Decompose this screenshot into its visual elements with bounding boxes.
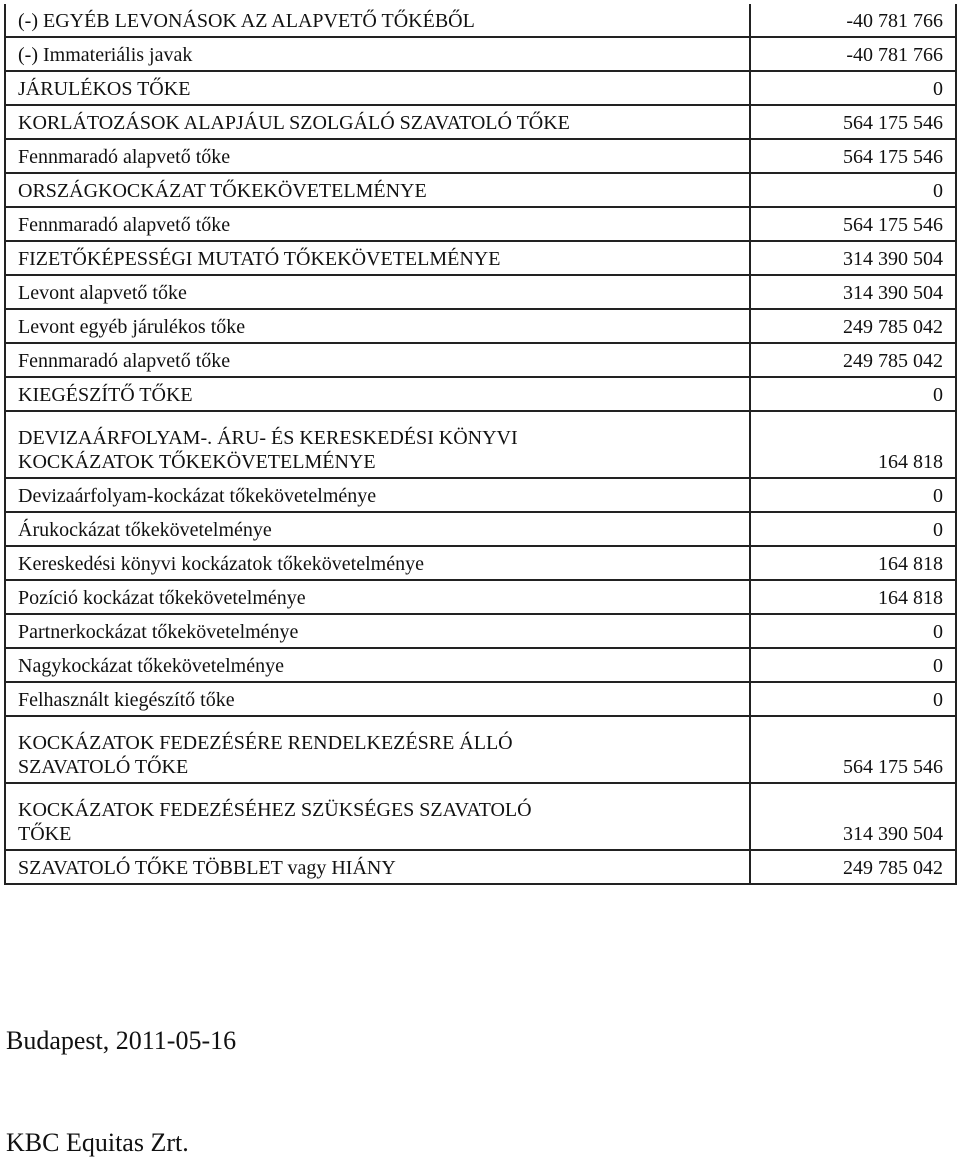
row-label: KIEGÉSZÍTŐ TŐKE xyxy=(5,377,750,411)
table-row xyxy=(5,139,956,173)
table-row xyxy=(5,411,956,478)
row-value: 314 390 504 xyxy=(750,783,956,850)
table-row xyxy=(5,648,956,682)
row-value: 564 175 546 xyxy=(750,207,956,241)
row-value: 164 818 xyxy=(750,580,956,614)
row-value: -40 781 766 xyxy=(750,4,956,37)
row-value: 314 390 504 xyxy=(750,241,956,275)
row-label: Fennmaradó alapvető tőke xyxy=(5,207,750,241)
row-value: 0 xyxy=(750,512,956,546)
row-value: 0 xyxy=(750,614,956,648)
row-value: 0 xyxy=(750,478,956,512)
row-label: Fennmaradó alapvető tőke xyxy=(5,343,750,377)
row-label-line: KOCKÁZATOK FEDEZÉSÉHEZ SZÜKSÉGES SZAVATOLÓ xyxy=(18,799,532,821)
table-row xyxy=(5,173,956,207)
row-value: 249 785 042 xyxy=(750,343,956,377)
row-label: Pozíció kockázat tőkekövetelménye xyxy=(5,580,750,614)
table-row xyxy=(5,37,956,71)
table-row xyxy=(5,512,956,546)
row-label: FIZETŐKÉPESSÉGI MUTATÓ TŐKEKÖVETELMÉNYE xyxy=(5,241,750,275)
table-row xyxy=(5,580,956,614)
row-label: SZAVATOLÓ TŐKE TÖBBLET vagy HIÁNY xyxy=(5,850,750,884)
table-row xyxy=(5,783,956,850)
row-label-line: KOCKÁZATOK TŐKEKÖVETELMÉNYE xyxy=(18,451,376,473)
table-row xyxy=(5,614,956,648)
table-row xyxy=(5,546,956,580)
row-label: (-) EGYÉB LEVONÁSOK AZ ALAPVETŐ TŐKÉBŐL xyxy=(5,4,750,37)
table-row xyxy=(5,241,956,275)
row-value: 164 818 xyxy=(750,411,956,478)
row-label-line: SZAVATOLÓ TŐKE xyxy=(18,756,189,778)
row-value: 0 xyxy=(750,377,956,411)
row-label-line: KOCKÁZATOK FEDEZÉSÉRE RENDELKEZÉSRE ÁLLÓ xyxy=(18,732,513,754)
row-label: Fennmaradó alapvető tőke xyxy=(5,139,750,173)
table-row xyxy=(5,309,956,343)
row-label: Levont egyéb járulékos tőke xyxy=(5,309,750,343)
row-value: 564 175 546 xyxy=(750,105,956,139)
row-value: 249 785 042 xyxy=(750,309,956,343)
row-value: 0 xyxy=(750,682,956,716)
row-value: 164 818 xyxy=(750,546,956,580)
row-label xyxy=(5,783,750,850)
row-label xyxy=(5,411,750,478)
row-value: 249 785 042 xyxy=(750,850,956,884)
table-row xyxy=(5,71,956,105)
table-row xyxy=(5,275,956,309)
row-label: Partnerkockázat tőkekövetelménye xyxy=(5,614,750,648)
table-row xyxy=(5,478,956,512)
row-value: 564 175 546 xyxy=(750,139,956,173)
table-row xyxy=(5,850,956,884)
row-value: 0 xyxy=(750,173,956,207)
capital-requirements-table xyxy=(4,4,957,885)
row-label: KORLÁTOZÁSOK ALAPJÁUL SZOLGÁLÓ SZAVATOLÓ TŐKE xyxy=(5,105,750,139)
row-value: 0 xyxy=(750,71,956,105)
row-value: -40 781 766 xyxy=(750,37,956,71)
row-label: Nagykockázat tőkekövetelménye xyxy=(5,648,750,682)
table-row xyxy=(5,716,956,783)
row-label: Kereskedési könyvi kockázatok tőkekövetelménye xyxy=(5,546,750,580)
table-row xyxy=(5,105,956,139)
row-label: ORSZÁGKOCKÁZAT TŐKEKÖVETELMÉNYE xyxy=(5,173,750,207)
row-label-line: TŐKE xyxy=(18,823,72,845)
row-label: Felhasznált kiegészítő tőke xyxy=(5,682,750,716)
row-label: Árukockázat tőkekövetelménye xyxy=(5,512,750,546)
row-label: (-) Immateriális javak xyxy=(5,37,750,71)
row-value: 314 390 504 xyxy=(750,275,956,309)
row-label: Devizaárfolyam-kockázat tőkekövetelménye xyxy=(5,478,750,512)
row-label: Levont alapvető tőke xyxy=(5,275,750,309)
company-name: KBC Equitas Zrt. xyxy=(6,1128,189,1157)
row-label xyxy=(5,716,750,783)
row-value: 0 xyxy=(750,648,956,682)
row-label: JÁRULÉKOS TŐKE xyxy=(5,71,750,105)
table-row xyxy=(5,682,956,716)
table-row xyxy=(5,4,956,37)
table-row xyxy=(5,343,956,377)
table-body xyxy=(5,4,956,884)
row-label-line: DEVIZAÁRFOLYAM-. ÁRU- ÉS KERESKEDÉSI KÖNYVI xyxy=(18,427,518,449)
place-and-date: Budapest, 2011-05-16 xyxy=(6,1026,237,1055)
row-value: 564 175 546 xyxy=(750,716,956,783)
table-row xyxy=(5,377,956,411)
table-row xyxy=(5,207,956,241)
